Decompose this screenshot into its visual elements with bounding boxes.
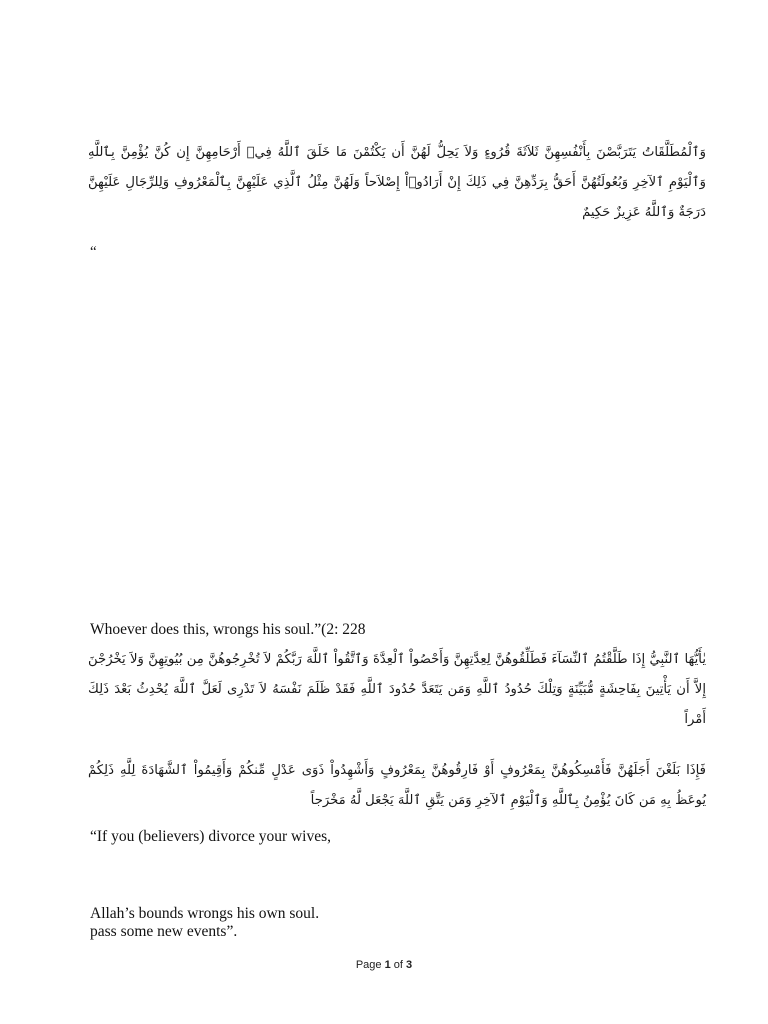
page-word: Page: [355, 959, 382, 971]
of-word: of: [393, 959, 403, 971]
opening-quote-mark: “: [90, 244, 97, 260]
english-translation-line-1: Whoever does this, wrongs his soul.”(2: 228: [90, 621, 366, 638]
arabic-verse-2-228: وَٱلْمُطَلَّقَاتُ يَتَرَبَّصْنَ بِأَنْفُسِهِنَّ ثَلاَثَةَ قُرُوءٍ وَلاَ يَحِلُّ لَهُنَّ أَن يَكْتُمْنَ مَا خَلَقَ ٱللَّهُ فِيۤ أَرْحَامِهِنَّ إِن كُنَّ يُؤْمِنَّ بِٱللَّهِ وَٱلْيَوْمِ ٱلآخِرِ وَبُعُولَتُهُنَّ أَحَقُّ بِرَدِّهِنَّ فِي ذَلِكَ إِنْ أَرَادُوۤاْ إِصْلاَحاً وَلَهُنَّ مِثْلُ ٱلَّذِي عَلَيْهِنَّ بِٱلْمَعْرُوفِ وَلِلرِّجَالِ عَلَيْهِنَّ دَرَجَةٌ وَٱللَّهُ عَزِيزٌ حَكِيمٌ: [88, 145, 706, 220]
total-pages-number: 3: [406, 959, 413, 971]
current-page-number: 1: [384, 959, 391, 971]
arabic-verse-65-2: فَإِذَا بَلَغْنَ أَجَلَهُنَّ فَأَمْسِكُوهُنَّ بِمَعْرُوفٍ أَوْ فَارِقُوهُنَّ بِمَعْرُوفٍ وَأَشْهِدُواْ ذَوَى عَدْلٍ مِّنكُمْ وَأَقِيمُواْ ٱلشَّهَادَةَ لِلَّهِ ذَلِكُمْ يُوعَظُ بِهِ مَن كَانَ يُؤْمِنُ بِٱللَّهِ وَٱلْيَوْمِ ٱلآخِرِ وَمَن يَتَّقِ ٱللَّهَ يَجْعَل لَّهُ مَخْرَجاً: [88, 763, 706, 808]
english-translation-line-4: pass some new events”.: [90, 923, 238, 940]
page-number-footer: [0, 959, 768, 971]
english-translation-line-2: “If you (believers) divorce your wives,: [90, 828, 332, 845]
english-translation-line-3: Allah’s bounds wrongs his own soul.: [90, 905, 320, 922]
arabic-verse-65-1: يٰأَيُّهَا ٱلنَّبِيُّ إِذَا طَلَّقْتُمُ ٱلنِّسَآءَ فَطَلِّقُوهُنَّ لِعِدَّتِهِنَّ وَأَحْصُواْ ٱلْعِدَّةَ وَٱتَّقُواْ ٱللَّهَ رَبَّكُمْ لاَ تُخْرِجُوهُنَّ مِن بُيُوتِهِنَّ وَلاَ يَخْرُجْنَ إِلاَّ أَن يَأْتِينَ بِفَاحِشَةٍ مُّبَيِّنَةٍ وَتِلْكَ حُدُودُ ٱللَّهِ وَمَن يَتَعَدَّ حُدُودَ ٱللَّهِ فَقَدْ ظَلَمَ نَفْسَهُ لاَ تَدْرِى لَعَلَّ ٱللَّهَ يُحْدِثُ بَعْدَ ذَلِكَ أَمْراً: [88, 652, 706, 727]
